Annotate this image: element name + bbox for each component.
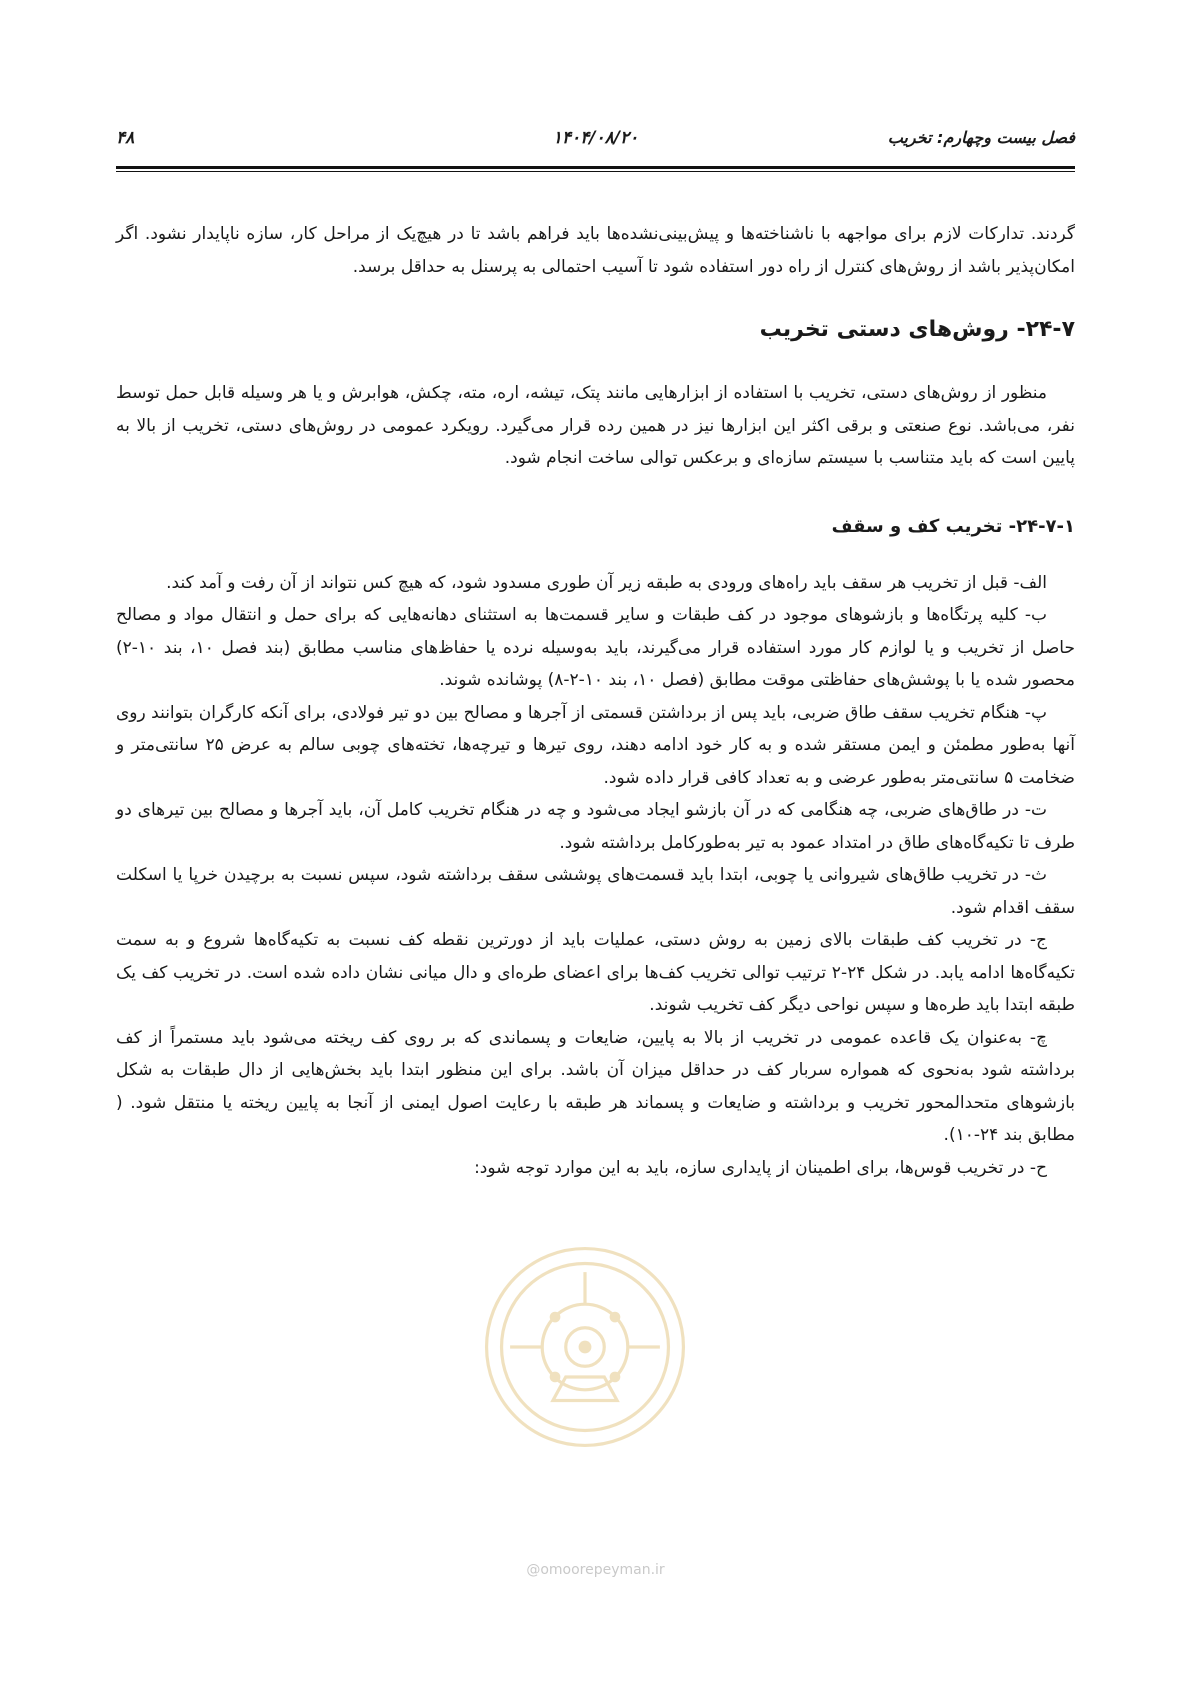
intro-paragraph: گردند. تدارکات لازم برای مواجهه با ناشناخته‌ها و پیش‌بینی‌نشده‌ها باید فراهم باشد تا در هیچ‌یک از مراحل کار، سازه ناپایدار نشود. اگر امکان‌پذیر باشد از روش‌های کنترل از راه دور استفاده شود تا آسیب احتمالی به پرسنل به حداقل برسد. bbox=[116, 224, 1075, 277]
list-item: ب- کلیه پرتگاه‌ها و بازشوهای موجود در کف طبقات و سایر قسمت‌ها به استثنای دهانه‌هایی که برای حمل و انتقال مواد و مصالح حاصل از تخریب و یا لوازم کار مورد استفاده قرار می‌گیرند، باید به‌وسیله نرده یا حفاظ‌های مناسب مطابق (بند فصل ۱۰، بند ۱۰-۲) محصور شده یا با پوشش‌های حفاظتی موقت مطابق (فصل ۱۰، بند ۱۰-۲-۸) پوشانده شوند. bbox=[116, 605, 1075, 690]
header-date: ۱۴۰۴/۰۸/۲۰ bbox=[552, 128, 639, 148]
watermark-seal-icon bbox=[478, 1240, 692, 1454]
page-number: ۴۸ bbox=[116, 128, 135, 148]
list-item: ح- در تخریب قوس‌ها، برای اطمینان از پایداری سازه، باید به این موارد توجه شود: bbox=[474, 1157, 1047, 1178]
body-content bbox=[116, 218, 1075, 1184]
header-rule bbox=[116, 166, 1075, 169]
list-item: الف- قبل از تخریب هر سقف باید راه‌های ورودی به طبقه زیر آن طوری مسدود شود، که هیچ کس نتواند از آن رفت و آمد کند. bbox=[166, 572, 1047, 593]
list-item: چ- به‌عنوان یک قاعده عمومی در تخریب از بالا به پایین، ضایعات و پسماندی که بر روی کف ریخته می‌شود باید مستمراً از کف برداشته شود به‌نحوی که همواره سربار کف در حداقل میزان آن باشد. برای این منظور ابتدا باید بخش‌هایی از دال طبقات به شکل بازشوهای متحدالمحور تخریب و برداشته و ضایعات و پسماند هر طبقه با رعایت اصول ایمنی از آنجا به پایین ریخته یا منتقل شود. ( مطابق بند ۲۴-۱۰). bbox=[116, 1027, 1075, 1145]
section-paragraph: منظور از روش‌های دستی، تخریب با استفاده از ابزارهایی مانند پتک، تیشه، اره، مته، چکش، هوابرش و یا هر وسیله قابل حمل توسط نفر، می‌باشد. نوع صنعتی و برقی اکثر این ابزارها نیز در همین رده قرار می‌گیرد. رویکرد عمومی در روش‌های دستی، تخریب از بالا به پایین است که باید متناسب با سیستم سازه‌ای و برعکس توالی ساخت انجام شود. bbox=[116, 383, 1075, 468]
list-item: ج- در تخریب کف طبقات بالای زمین به روش دستی، عملیات باید از دورترین نقطه کف نسبت به تکیه‌گاه‌ها شروع و به سمت تکیه‌گاه‌ها ادامه یابد. در شکل ۲۴-۲ ترتیب توالی تخریب کف‌ها برای اعضای طره‌ای و دال میانی نشان داده شده است. در تخریب کف یک طبقه ابتدا باید طره‌ها و سپس نواحی دیگر کف تخریب شوند. bbox=[116, 930, 1076, 1015]
list-item: ت- در طاق‌های ضربی، چه هنگامی که در آن بازشو ایجاد می‌شود و چه در هنگام تخریب کامل آن، باید آجرها و مصالح بین تیرهای دو طرف تا تکیه‌گاه‌های طاق در امتداد عمود به تیر به‌طورکامل برداشته شود. bbox=[116, 800, 1075, 853]
subsection-heading: ۲۴-۷-۱- تخریب کف و سقف bbox=[831, 515, 1075, 537]
chapter-title: فصل بیست وچهارم: تخریب bbox=[887, 128, 1075, 147]
watermark-site: @omoorepeyman.ir bbox=[526, 1562, 665, 1578]
header-rule-thin bbox=[116, 171, 1075, 172]
list-item: ث- در تخریب طاق‌های شیروانی یا چوبی، ابتدا باید قسمت‌های پوششی سقف برداشته شود، سپس نسبت به برچیدن خرپا یا اسکلت سقف اقدام شود. bbox=[116, 865, 1075, 918]
list-item: پ- هنگام تخریب سقف طاق ضربی، باید پس از برداشتن قسمتی از آجرها و مصالح بین دو تیر فولادی، برای آنکه کارگران بتوانند روی آنها به‌طور مطمئن و ایمن مستقر شده و به کار خود ادامه دهند، روی تیرها و تیرچه‌ها، تخته‌های چوبی سالم به عرض ۲۵ سانتی‌متر و ضخامت ۵ سانتی‌متر به‌طور عرضی و به تعداد کافی قرار داده شود. bbox=[116, 702, 1075, 788]
running-header bbox=[116, 128, 1075, 168]
section-heading: ۲۴-۷- روش‌های دستی تخریب bbox=[759, 317, 1075, 342]
